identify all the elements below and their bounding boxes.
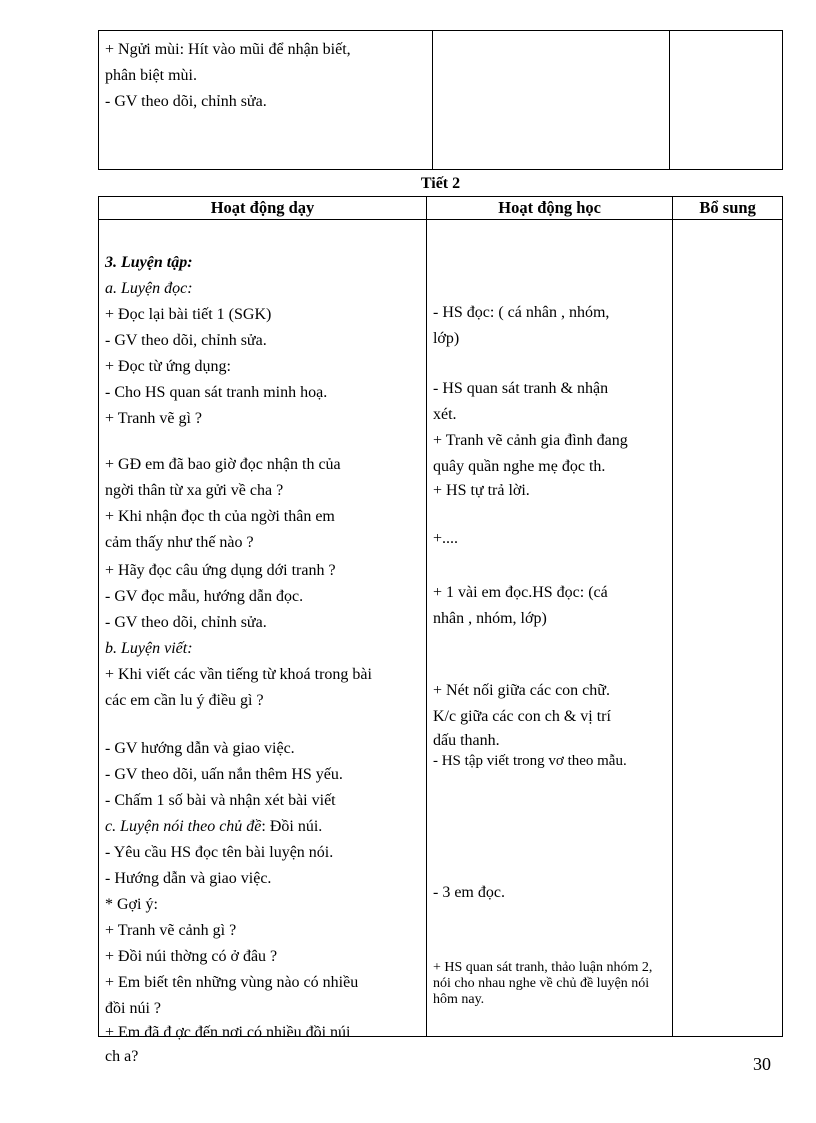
text-line: - GV hướng dẫn và giao việc.	[105, 740, 295, 757]
notes-column	[673, 220, 783, 1037]
text-line: + HS tự trả lời.	[432, 482, 530, 499]
text-line: phân biệt mùi.	[105, 67, 197, 84]
continuation-learn-cell	[432, 31, 670, 170]
header-teaching: Hoạt động dạy	[99, 197, 427, 220]
text-line: + Đồi núi thờng có ở đâu ?	[105, 948, 278, 965]
text-line: +....	[432, 530, 459, 547]
text-line: + Nét nối giữa các con chữ.	[432, 682, 610, 699]
text-line: dấu thanh.	[432, 732, 500, 749]
continuation-table	[98, 30, 783, 170]
text-line: - HS quan sát tranh & nhận	[432, 380, 609, 397]
text-line: nhân , nhóm, lớp)	[432, 610, 547, 627]
text-line: + GĐ em đã bao giờ đọc nhận th của	[105, 456, 341, 473]
header-notes: Bổ sung	[673, 197, 783, 220]
text-line: + Khi nhận đọc th của ngời thân em	[105, 508, 335, 525]
text-line: lớp)	[432, 330, 460, 347]
learning-column	[426, 220, 672, 1037]
teaching-column	[99, 220, 427, 1065]
text-line: + Đọc lại bài tiết 1 (SGK)	[105, 306, 272, 323]
text-line: + HS quan sát tranh, thảo luận nhóm 2, nói cho nhau nghe về chủ đề luyện nói hôm nay.	[432, 960, 653, 1007]
text-line: * Gợi ý:	[105, 896, 158, 913]
text-line: xét.	[432, 406, 457, 423]
text-line: + Hãy đọc câu ứng dụng dới tranh ?	[105, 562, 336, 579]
text-line: - Chấm 1 số bài và nhận xét bài viết	[105, 792, 336, 809]
text-line: + Em biết tên những vùng nào có nhiều	[105, 974, 359, 991]
header-learning: Hoạt động học	[426, 197, 672, 220]
text-line: - GV theo dõi, chỉnh sửa.	[105, 614, 267, 631]
continuation-notes-cell	[670, 31, 783, 170]
text-line: - GV theo dõi, chỉnh sửa.	[105, 93, 267, 110]
text-line: + 1 vài em đọc.HS đọc: (cá	[432, 584, 608, 601]
text-line: đồi núi ?	[105, 1000, 161, 1017]
text-line: - HS tập viết trong vơ theo mẫu.	[432, 753, 627, 769]
text-line: - HS đọc: ( cá nhân , nhóm,	[432, 304, 610, 321]
text-line: + Ngửi mùi: Hít vào mũi để nhận biết,	[105, 41, 351, 58]
topic-name: : Đồi núi.	[261, 818, 323, 835]
text-line: + Tranh vẽ gì ?	[105, 410, 203, 427]
subsection-heading: a. Luyện đọc:	[105, 280, 193, 297]
text-line: - 3 em đọc.	[432, 884, 505, 901]
text-line: K/c giữa các con ch & vị trí	[432, 708, 611, 725]
text-line: ch a?	[105, 1048, 139, 1065]
topic-label: c. Luyện nói theo chủ đề	[105, 818, 262, 835]
text-line: quây quần nghe mẹ đọc th.	[432, 458, 606, 475]
text-line: - GV đọc mẫu, hướng dẫn đọc.	[105, 588, 304, 605]
subsection-heading	[105, 814, 322, 840]
text-line: - Yêu cầu HS đọc tên bài luyện nói.	[105, 844, 334, 861]
text-line: cảm thấy như thế nào ?	[105, 534, 254, 551]
section-heading: 3. Luyện tập:	[105, 254, 193, 271]
text-line: + Khi viết các vần tiếng từ khoá trong bài	[105, 666, 372, 683]
text-line: các em cần lu ý điều gì ?	[105, 692, 264, 709]
section-title: Tiết 2	[420, 175, 461, 192]
text-line: + Tranh vẽ cảnh gia đình đang	[432, 432, 628, 449]
text-line: ngời thân từ xa gửi về cha ?	[105, 482, 284, 499]
text-line: - GV theo dõi, chỉnh sửa.	[105, 332, 267, 349]
subsection-heading: b. Luyện viết:	[105, 640, 193, 657]
text-line: - GV theo dõi, uấn nắn thêm HS yếu.	[105, 766, 343, 783]
text-line: - Hướng dẫn và giao việc.	[105, 870, 272, 887]
continuation-teach-cell	[99, 31, 433, 170]
text-line: + Đọc từ ứng dụng:	[105, 358, 231, 375]
text-line: - Cho HS quan sát tranh minh hoạ.	[105, 384, 328, 401]
text-line: + Tranh vẽ cảnh gì ?	[105, 922, 237, 939]
page-number: 30	[753, 1054, 771, 1074]
text-line: + Em đã đ ợc đến nơi có nhiều đồi núi	[105, 1024, 351, 1041]
